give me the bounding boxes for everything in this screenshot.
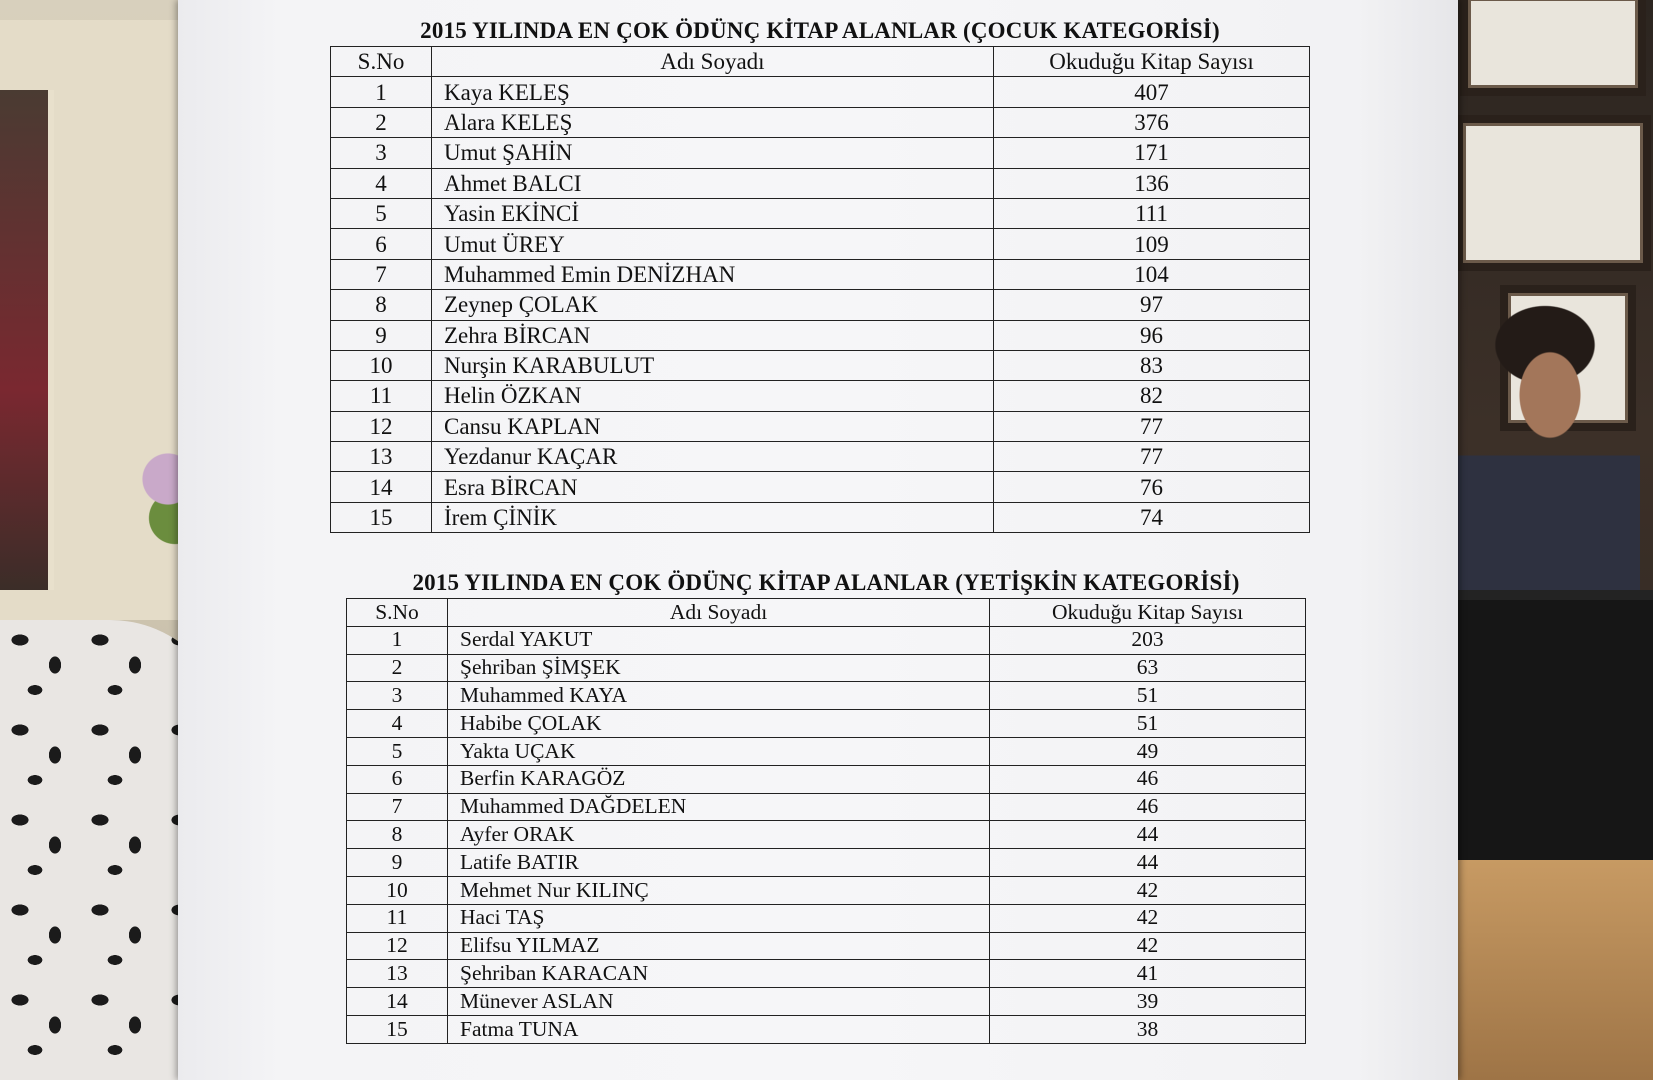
row-name-cell — [448, 765, 990, 793]
table-row — [347, 849, 1306, 877]
row-name: Muhammed DAĞDELEN — [460, 794, 687, 819]
row-name: Ayfer ORAK — [460, 822, 575, 847]
row-count: 49 — [990, 737, 1306, 765]
table-row — [347, 682, 1306, 710]
row-sno: 4 — [347, 710, 448, 738]
table-row — [347, 904, 1306, 932]
table-row — [331, 168, 1310, 198]
row-count: 77 — [994, 411, 1310, 441]
row-sno: 2 — [331, 107, 432, 137]
row-name: Esra BİRCAN — [444, 474, 578, 500]
row-name: Latife BATIR — [460, 849, 579, 874]
header-name: Adı Soyadı — [448, 599, 990, 627]
row-count: 104 — [994, 259, 1310, 289]
table-row — [331, 442, 1310, 472]
row-name-cell — [448, 849, 990, 877]
child-table-body — [331, 77, 1310, 533]
row-sno: 11 — [347, 904, 448, 932]
row-sno: 9 — [331, 320, 432, 350]
row-name-cell — [432, 381, 994, 411]
row-name-cell — [448, 988, 990, 1016]
row-count: 51 — [990, 682, 1306, 710]
row-name-cell — [432, 168, 994, 198]
row-sno: 14 — [331, 472, 432, 502]
table-row — [347, 737, 1306, 765]
row-sno: 15 — [331, 502, 432, 532]
header-count: Okuduğu Kitap Sayısı — [990, 599, 1306, 627]
row-count: 97 — [994, 290, 1310, 320]
header-name: Adı Soyadı — [432, 47, 994, 77]
row-sno: 6 — [347, 765, 448, 793]
table-header-row — [331, 47, 1310, 77]
table-row — [331, 320, 1310, 350]
table-row — [347, 1015, 1306, 1043]
row-sno: 15 — [347, 1015, 448, 1043]
row-sno: 1 — [347, 626, 448, 654]
background-monitor — [1440, 590, 1653, 870]
row-count: 46 — [990, 793, 1306, 821]
table-row — [347, 876, 1306, 904]
row-name-cell — [448, 682, 990, 710]
row-count: 96 — [994, 320, 1310, 350]
row-sno: 3 — [347, 682, 448, 710]
row-count: 82 — [994, 381, 1310, 411]
adult-table — [346, 598, 1306, 1044]
row-count: 407 — [994, 77, 1310, 107]
row-name: Zeynep ÇOLAK — [444, 292, 598, 318]
row-sno: 5 — [347, 737, 448, 765]
row-count: 44 — [990, 821, 1306, 849]
row-name: Ahmet BALCI — [444, 170, 582, 196]
wall-certificate-frame — [1455, 115, 1651, 271]
row-name: Muhammed KAYA — [460, 683, 628, 708]
row-sno: 3 — [331, 138, 432, 168]
child-table — [330, 46, 1310, 533]
row-sno: 4 — [331, 168, 432, 198]
table-row — [331, 381, 1310, 411]
row-count: 42 — [990, 904, 1306, 932]
row-sno: 7 — [347, 793, 448, 821]
row-name: Şehriban ŞİMŞEK — [460, 655, 621, 680]
wall-certificate-frame — [1460, 0, 1646, 96]
row-name-cell — [432, 442, 994, 472]
row-name-cell — [432, 290, 994, 320]
table-row — [331, 107, 1310, 137]
row-name-cell — [448, 821, 990, 849]
row-name: Yakta UÇAK — [460, 738, 576, 763]
row-sno: 10 — [347, 876, 448, 904]
row-name-cell — [432, 229, 994, 259]
row-name: Alara KELEŞ — [444, 109, 573, 135]
row-name-cell — [432, 350, 994, 380]
row-count: 203 — [990, 626, 1306, 654]
row-name-cell — [432, 259, 994, 289]
row-name-cell — [432, 502, 994, 532]
row-name: Haci TAŞ — [460, 905, 545, 930]
row-sno: 13 — [347, 960, 448, 988]
table-row — [331, 77, 1310, 107]
row-name: Berfin KARAGÖZ — [460, 766, 626, 791]
row-sno: 14 — [347, 988, 448, 1016]
row-name: Helin ÖZKAN — [444, 383, 582, 409]
row-sno: 8 — [347, 821, 448, 849]
row-name: Habibe ÇOLAK — [460, 710, 602, 735]
table-row — [331, 229, 1310, 259]
table-row — [331, 259, 1310, 289]
table-header-row — [347, 599, 1306, 627]
child-category-section — [330, 18, 1310, 533]
row-count: 44 — [990, 849, 1306, 877]
row-sno: 9 — [347, 849, 448, 877]
table-row — [347, 988, 1306, 1016]
row-sno: 7 — [331, 259, 432, 289]
row-name: Umut ŞAHİN — [444, 140, 573, 166]
table-row — [347, 710, 1306, 738]
row-name: Şehriban KARACAN — [460, 961, 649, 985]
table-row — [347, 821, 1306, 849]
row-count: 74 — [994, 502, 1310, 532]
adult-table-title: 2015 YILINDA EN ÇOK ÖDÜNÇ KİTAP ALANLAR (YETİŞKİN KATEGORİSİ) — [412, 570, 1240, 595]
row-count: 111 — [994, 198, 1310, 228]
row-count: 42 — [990, 876, 1306, 904]
header-count: Okuduğu Kitap Sayısı — [994, 47, 1310, 77]
table-row — [347, 654, 1306, 682]
table-row — [331, 502, 1310, 532]
row-name: Cansu KAPLAN — [444, 413, 601, 439]
row-name-cell — [432, 107, 994, 137]
child-table-title: 2015 YILINDA EN ÇOK ÖDÜNÇ KİTAP ALANLAR (ÇOCUK KATEGORİSİ) — [420, 18, 1220, 43]
adult-table-body — [347, 626, 1306, 1043]
row-count: 376 — [994, 107, 1310, 137]
row-count: 42 — [990, 932, 1306, 960]
row-count: 77 — [994, 442, 1310, 472]
table-row — [331, 411, 1310, 441]
row-name: Elifsu YILMAZ — [460, 933, 600, 958]
row-name: Serdal YAKUT — [460, 627, 593, 652]
row-name-cell — [432, 138, 994, 168]
table-row — [347, 626, 1306, 654]
row-name-cell — [448, 654, 990, 682]
row-name: Muhammed Emin DENİZHAN — [444, 261, 736, 287]
row-sno: 5 — [331, 198, 432, 228]
row-name-cell — [432, 411, 994, 441]
table-row — [347, 793, 1306, 821]
row-name: Umut ÜREY — [444, 231, 565, 257]
row-count: 41 — [990, 960, 1306, 988]
table-row — [347, 960, 1306, 988]
row-name-cell — [448, 904, 990, 932]
table-row — [331, 198, 1310, 228]
row-sno: 1 — [331, 77, 432, 107]
adult-category-section — [346, 570, 1306, 1044]
row-sno: 10 — [331, 350, 432, 380]
row-count: 51 — [990, 710, 1306, 738]
background-person — [1440, 285, 1640, 595]
row-count: 171 — [994, 138, 1310, 168]
row-sno: 11 — [331, 381, 432, 411]
table-row — [331, 350, 1310, 380]
row-name-cell — [432, 198, 994, 228]
row-count: 63 — [990, 654, 1306, 682]
row-name: Yezdanur KAÇAR — [444, 444, 618, 470]
paper-sheet — [178, 0, 1458, 1080]
row-name-cell — [432, 320, 994, 350]
row-count: 136 — [994, 168, 1310, 198]
table-row — [331, 472, 1310, 502]
row-sno: 2 — [347, 654, 448, 682]
row-name-cell — [448, 710, 990, 738]
table-row — [347, 932, 1306, 960]
row-count: 46 — [990, 765, 1306, 793]
row-name-cell — [448, 1015, 990, 1043]
row-name-cell — [448, 960, 990, 988]
header-sno: S.No — [331, 47, 432, 77]
row-name-cell — [448, 793, 990, 821]
row-count: 109 — [994, 229, 1310, 259]
row-name: Kaya KELEŞ — [444, 79, 570, 105]
row-name-cell — [448, 737, 990, 765]
row-name: Nurşin KARABULUT — [444, 353, 655, 379]
row-count: 76 — [994, 472, 1310, 502]
row-count: 83 — [994, 350, 1310, 380]
header-sno: S.No — [347, 599, 448, 627]
table-row — [331, 138, 1310, 168]
cabinet-glass-door — [0, 90, 54, 590]
row-name: İrem ÇİNİK — [444, 505, 558, 531]
row-name: Fatma TUNA — [460, 1016, 579, 1041]
row-name: Zehra BİRCAN — [444, 322, 591, 348]
row-name-cell — [432, 77, 994, 107]
row-sno: 12 — [347, 932, 448, 960]
row-name-cell — [448, 932, 990, 960]
row-name-cell — [448, 876, 990, 904]
row-sno: 12 — [331, 411, 432, 441]
row-name: Münever ASLAN — [460, 988, 614, 1013]
table-row — [331, 290, 1310, 320]
row-sno: 6 — [331, 229, 432, 259]
row-name-cell — [448, 626, 990, 654]
table-row — [347, 765, 1306, 793]
row-name: Yasin EKİNCİ — [444, 201, 580, 227]
row-count: 39 — [990, 988, 1306, 1016]
row-sno: 8 — [331, 290, 432, 320]
row-sno: 13 — [331, 442, 432, 472]
row-name-cell — [432, 472, 994, 502]
row-name: Mehmet Nur KILINÇ — [460, 877, 649, 902]
row-count: 38 — [990, 1015, 1306, 1043]
